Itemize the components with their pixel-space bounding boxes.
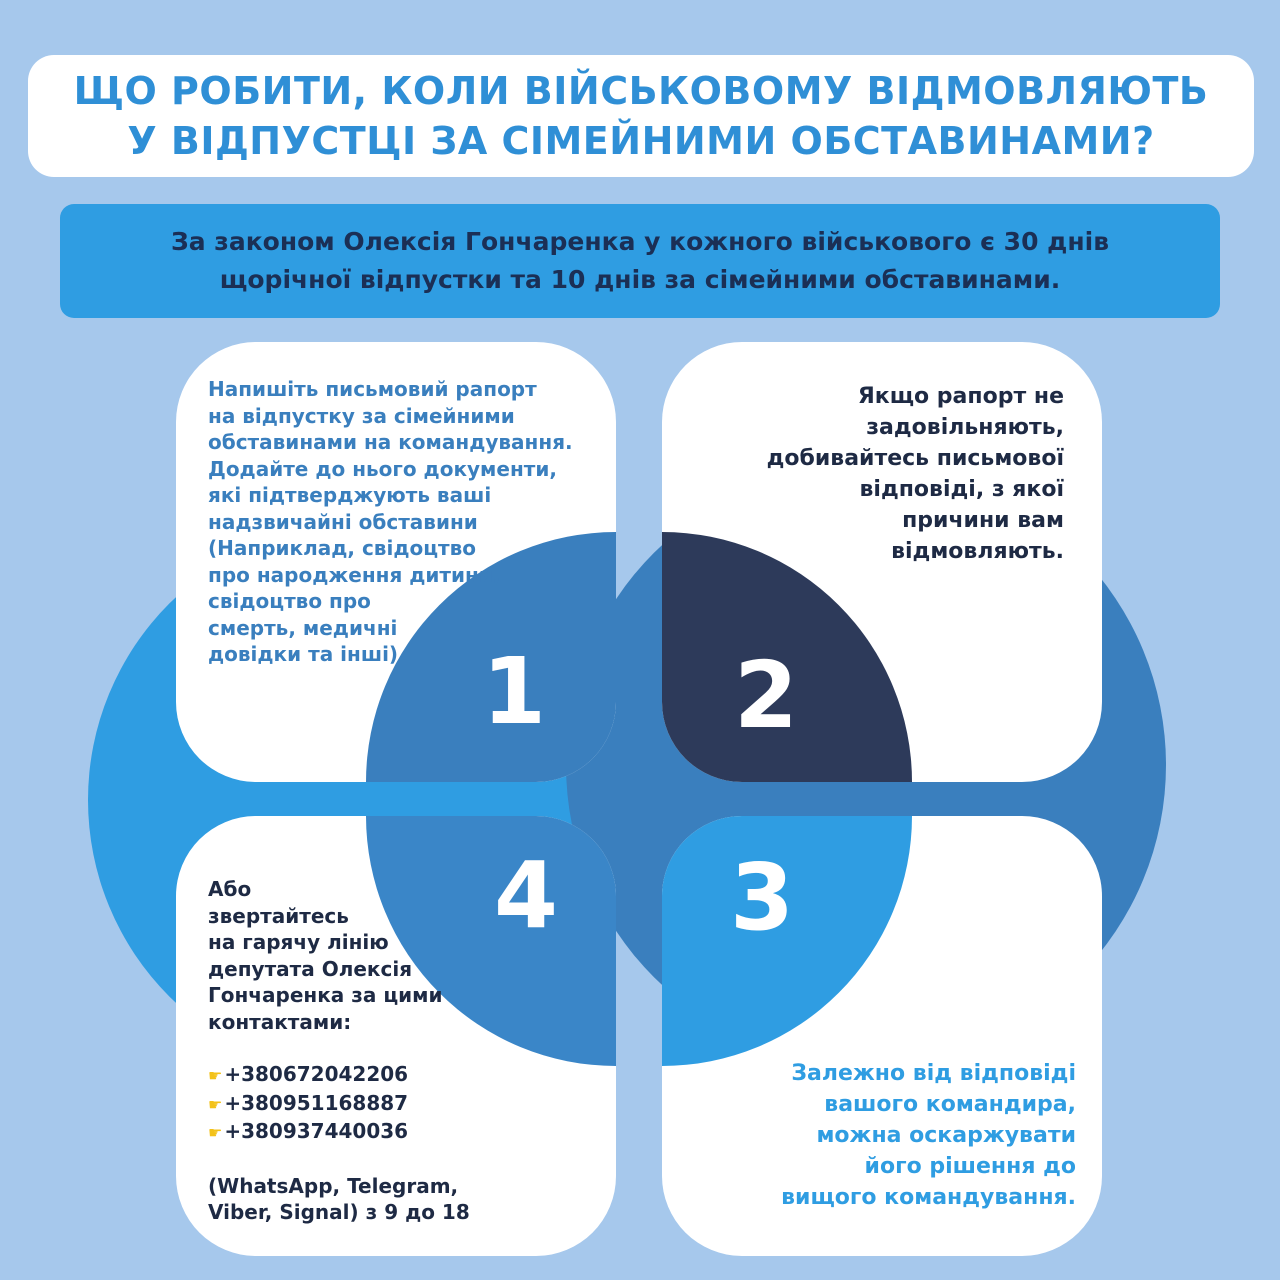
step-1-text — [208, 376, 573, 668]
title-line-1: ЩО РОБИТИ, КОЛИ ВІЙСЬКОВОМУ ВІДМОВЛЯЮТЬ — [73, 69, 1209, 113]
step-2-line: відповіді, з якої — [859, 477, 1064, 502]
step-3-line: Залежно від відповіді — [791, 1061, 1076, 1086]
step-4-line: Гончаренка за цими — [208, 983, 443, 1007]
phone-link[interactable] — [208, 1118, 470, 1147]
step-4-line: звертайтесь — [208, 903, 349, 928]
step-3-line: можна оскаржувати — [816, 1123, 1076, 1148]
hours-line: (WhatsApp, Telegram, — [208, 1173, 459, 1198]
hours-line: Viber, Signal) з 9 до 18 — [208, 1200, 470, 1224]
step-2-line: відмовляють. — [891, 539, 1064, 564]
pointing-hand-icon: ☛ — [208, 1123, 223, 1142]
subtitle-line-2: щорічної відпустки та 10 днів за сімейними обставинами. — [219, 265, 1061, 294]
step-3-number: 3 — [729, 844, 794, 951]
step-4-text — [208, 876, 470, 1226]
step-1-line: на відпустку за сімейними — [208, 403, 515, 428]
step-4-line: на гарячу лінію — [208, 930, 389, 954]
step-1-line: обставинами на командування. — [208, 430, 573, 454]
step-1-line: свідоцтво про — [208, 589, 371, 613]
step-1-line: довідки та інші) — [208, 642, 399, 666]
step-2-line: Якщо рапорт не — [857, 384, 1064, 409]
phone-number[interactable]: +380937440036 — [224, 1119, 409, 1143]
phone-number[interactable]: +380672042206 — [224, 1062, 409, 1086]
step-4-line: контактами: — [208, 1009, 352, 1034]
step-4-number: 4 — [493, 842, 558, 949]
step-2-line: причини вам — [902, 508, 1064, 533]
subtitle-line-1: За законом Олексія Гончаренка у кожного військового є 30 днів — [170, 227, 1110, 256]
step-3-line: вашого командира, — [824, 1092, 1076, 1117]
step-3-line: вищого командування. — [781, 1185, 1076, 1210]
phone-link[interactable] — [208, 1061, 470, 1090]
step-2-line: добивайтесь письмової — [766, 446, 1064, 471]
phone-number[interactable]: +380951168887 — [224, 1090, 409, 1115]
phone-link[interactable] — [208, 1090, 470, 1119]
step-4-line: депутата Олексія — [208, 956, 413, 981]
step-1-line: які підтверджують ваші — [208, 483, 492, 507]
step-2-line: задовільняють, — [866, 415, 1064, 440]
step-1-line: смерть, медичні — [208, 615, 398, 640]
step-3-text — [781, 1058, 1076, 1213]
title-line-2: У ВІДПУСТЦІ ЗА СІМЕЙНИМИ ОБСТАВИНАМИ? — [127, 119, 1155, 163]
step-1-line: (Наприклад, свідоцтво — [208, 536, 477, 560]
step-2-number: 2 — [733, 642, 798, 749]
pointing-hand-icon: ☛ — [208, 1094, 223, 1114]
step-1-line: надзвичайні обставини — [208, 509, 478, 534]
step-1-line: Додайте до нього документи, — [208, 456, 557, 481]
step-4-line: Або — [208, 877, 252, 901]
step-2-text — [767, 381, 1064, 567]
step-3-line: його рішення до — [864, 1154, 1076, 1179]
step-1-line: про народження дитини, — [208, 562, 501, 587]
step-1-line: Напишіть письмовий рапорт — [208, 377, 537, 401]
pointing-hand-icon: ☛ — [208, 1066, 223, 1085]
step-1-number: 1 — [481, 638, 546, 745]
